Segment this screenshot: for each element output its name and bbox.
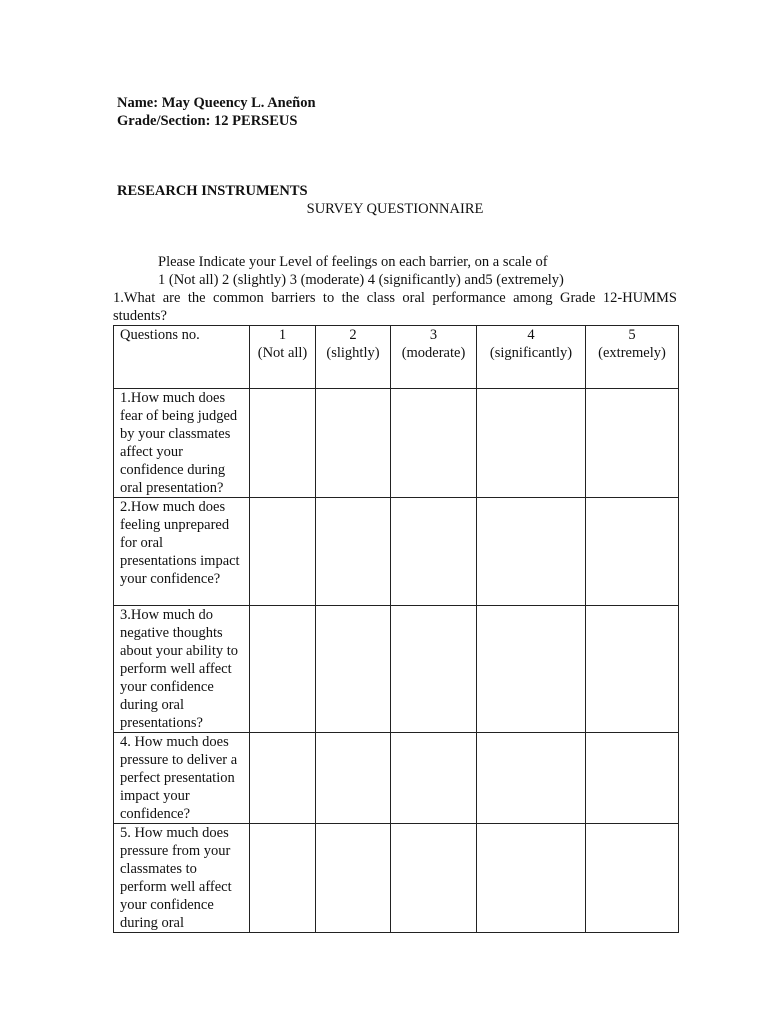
rating-cell[interactable] [316, 606, 391, 733]
scale-header-2 [316, 326, 391, 389]
rating-cell[interactable] [586, 824, 679, 933]
rating-instruction [158, 253, 564, 289]
scale-label: (moderate) [401, 345, 466, 361]
main-question: 1.What are the common barriers to the class oral performance among Grade 12-HUMMS students? [113, 290, 677, 324]
rating-cell[interactable] [391, 389, 477, 498]
scale-number: 4 [527, 327, 535, 343]
rating-cell[interactable] [250, 733, 316, 824]
rating-cell[interactable] [316, 498, 391, 606]
question-cell: 1.How much does fear of being judged by your classmates affect your confidence during oral presentation? [114, 389, 250, 498]
rating-cell[interactable] [477, 498, 586, 606]
scale-label: (slightly) [326, 345, 380, 361]
scale-header-3 [391, 326, 477, 389]
rating-cell[interactable] [391, 606, 477, 733]
survey-questionnaire-heading: SURVEY QUESTIONNAIRE [306, 201, 484, 217]
rating-cell[interactable] [250, 498, 316, 606]
questions-column-header: Questions no. [114, 326, 250, 389]
rating-cell[interactable] [477, 606, 586, 733]
rating-cell[interactable] [477, 389, 586, 498]
student-info [117, 94, 316, 130]
scale-header-1 [250, 326, 316, 389]
scale-label: (Not all) [257, 345, 308, 361]
scale-number: 5 [628, 327, 636, 343]
rating-cell[interactable] [391, 498, 477, 606]
scale-number: 3 [429, 327, 438, 343]
rating-cell[interactable] [477, 824, 586, 933]
question-cell: 4. How much does pressure to deliver a perfect presentation impact your confidence? [114, 733, 250, 824]
scale-label: (significantly) [489, 345, 573, 361]
rating-cell[interactable] [477, 733, 586, 824]
research-instruments-heading: RESEARCH INSTRUMENTS [117, 183, 308, 199]
student-name: Name: May Queency L. Aneñon [117, 95, 316, 111]
rating-cell[interactable] [316, 389, 391, 498]
rating-cell[interactable] [316, 824, 391, 933]
question-cell: 2.How much does feeling unprepared for oral presentations impact your confidence? [114, 498, 250, 606]
survey-table [113, 325, 679, 933]
table-header-row [114, 326, 679, 389]
table-row [114, 606, 679, 733]
rating-cell[interactable] [586, 389, 679, 498]
question-cell: 3.How much do negative thoughts about your ability to perform well affect your confidence during oral presentations? [114, 606, 250, 733]
rating-cell[interactable] [586, 733, 679, 824]
table-row [114, 733, 679, 824]
scale-header-4 [477, 326, 586, 389]
instruction-line-2: 1 (Not all) 2 (slightly) 3 (moderate) 4 (significantly) and5 (extremely) [158, 272, 564, 288]
table-row [114, 389, 679, 498]
rating-cell[interactable] [316, 733, 391, 824]
rating-cell[interactable] [391, 824, 477, 933]
rating-cell[interactable] [586, 498, 679, 606]
scale-number: 2 [349, 327, 357, 343]
student-grade-section: Grade/Section: 12 PERSEUS [117, 113, 298, 129]
rating-cell[interactable] [391, 733, 477, 824]
scale-header-5 [586, 326, 679, 389]
scale-label: (extremely) [598, 345, 666, 361]
rating-cell[interactable] [250, 824, 316, 933]
rating-cell[interactable] [586, 606, 679, 733]
scale-number: 1 [278, 327, 287, 343]
rating-cell[interactable] [250, 606, 316, 733]
table-row [114, 824, 679, 933]
table-row [114, 498, 679, 606]
question-cell: 5. How much does pressure from your classmates to perform well affect your confidence during oral [114, 824, 250, 933]
rating-cell[interactable] [250, 389, 316, 498]
instruction-line-1: Please Indicate your Level of feelings on each barrier, on a scale of [158, 254, 548, 270]
